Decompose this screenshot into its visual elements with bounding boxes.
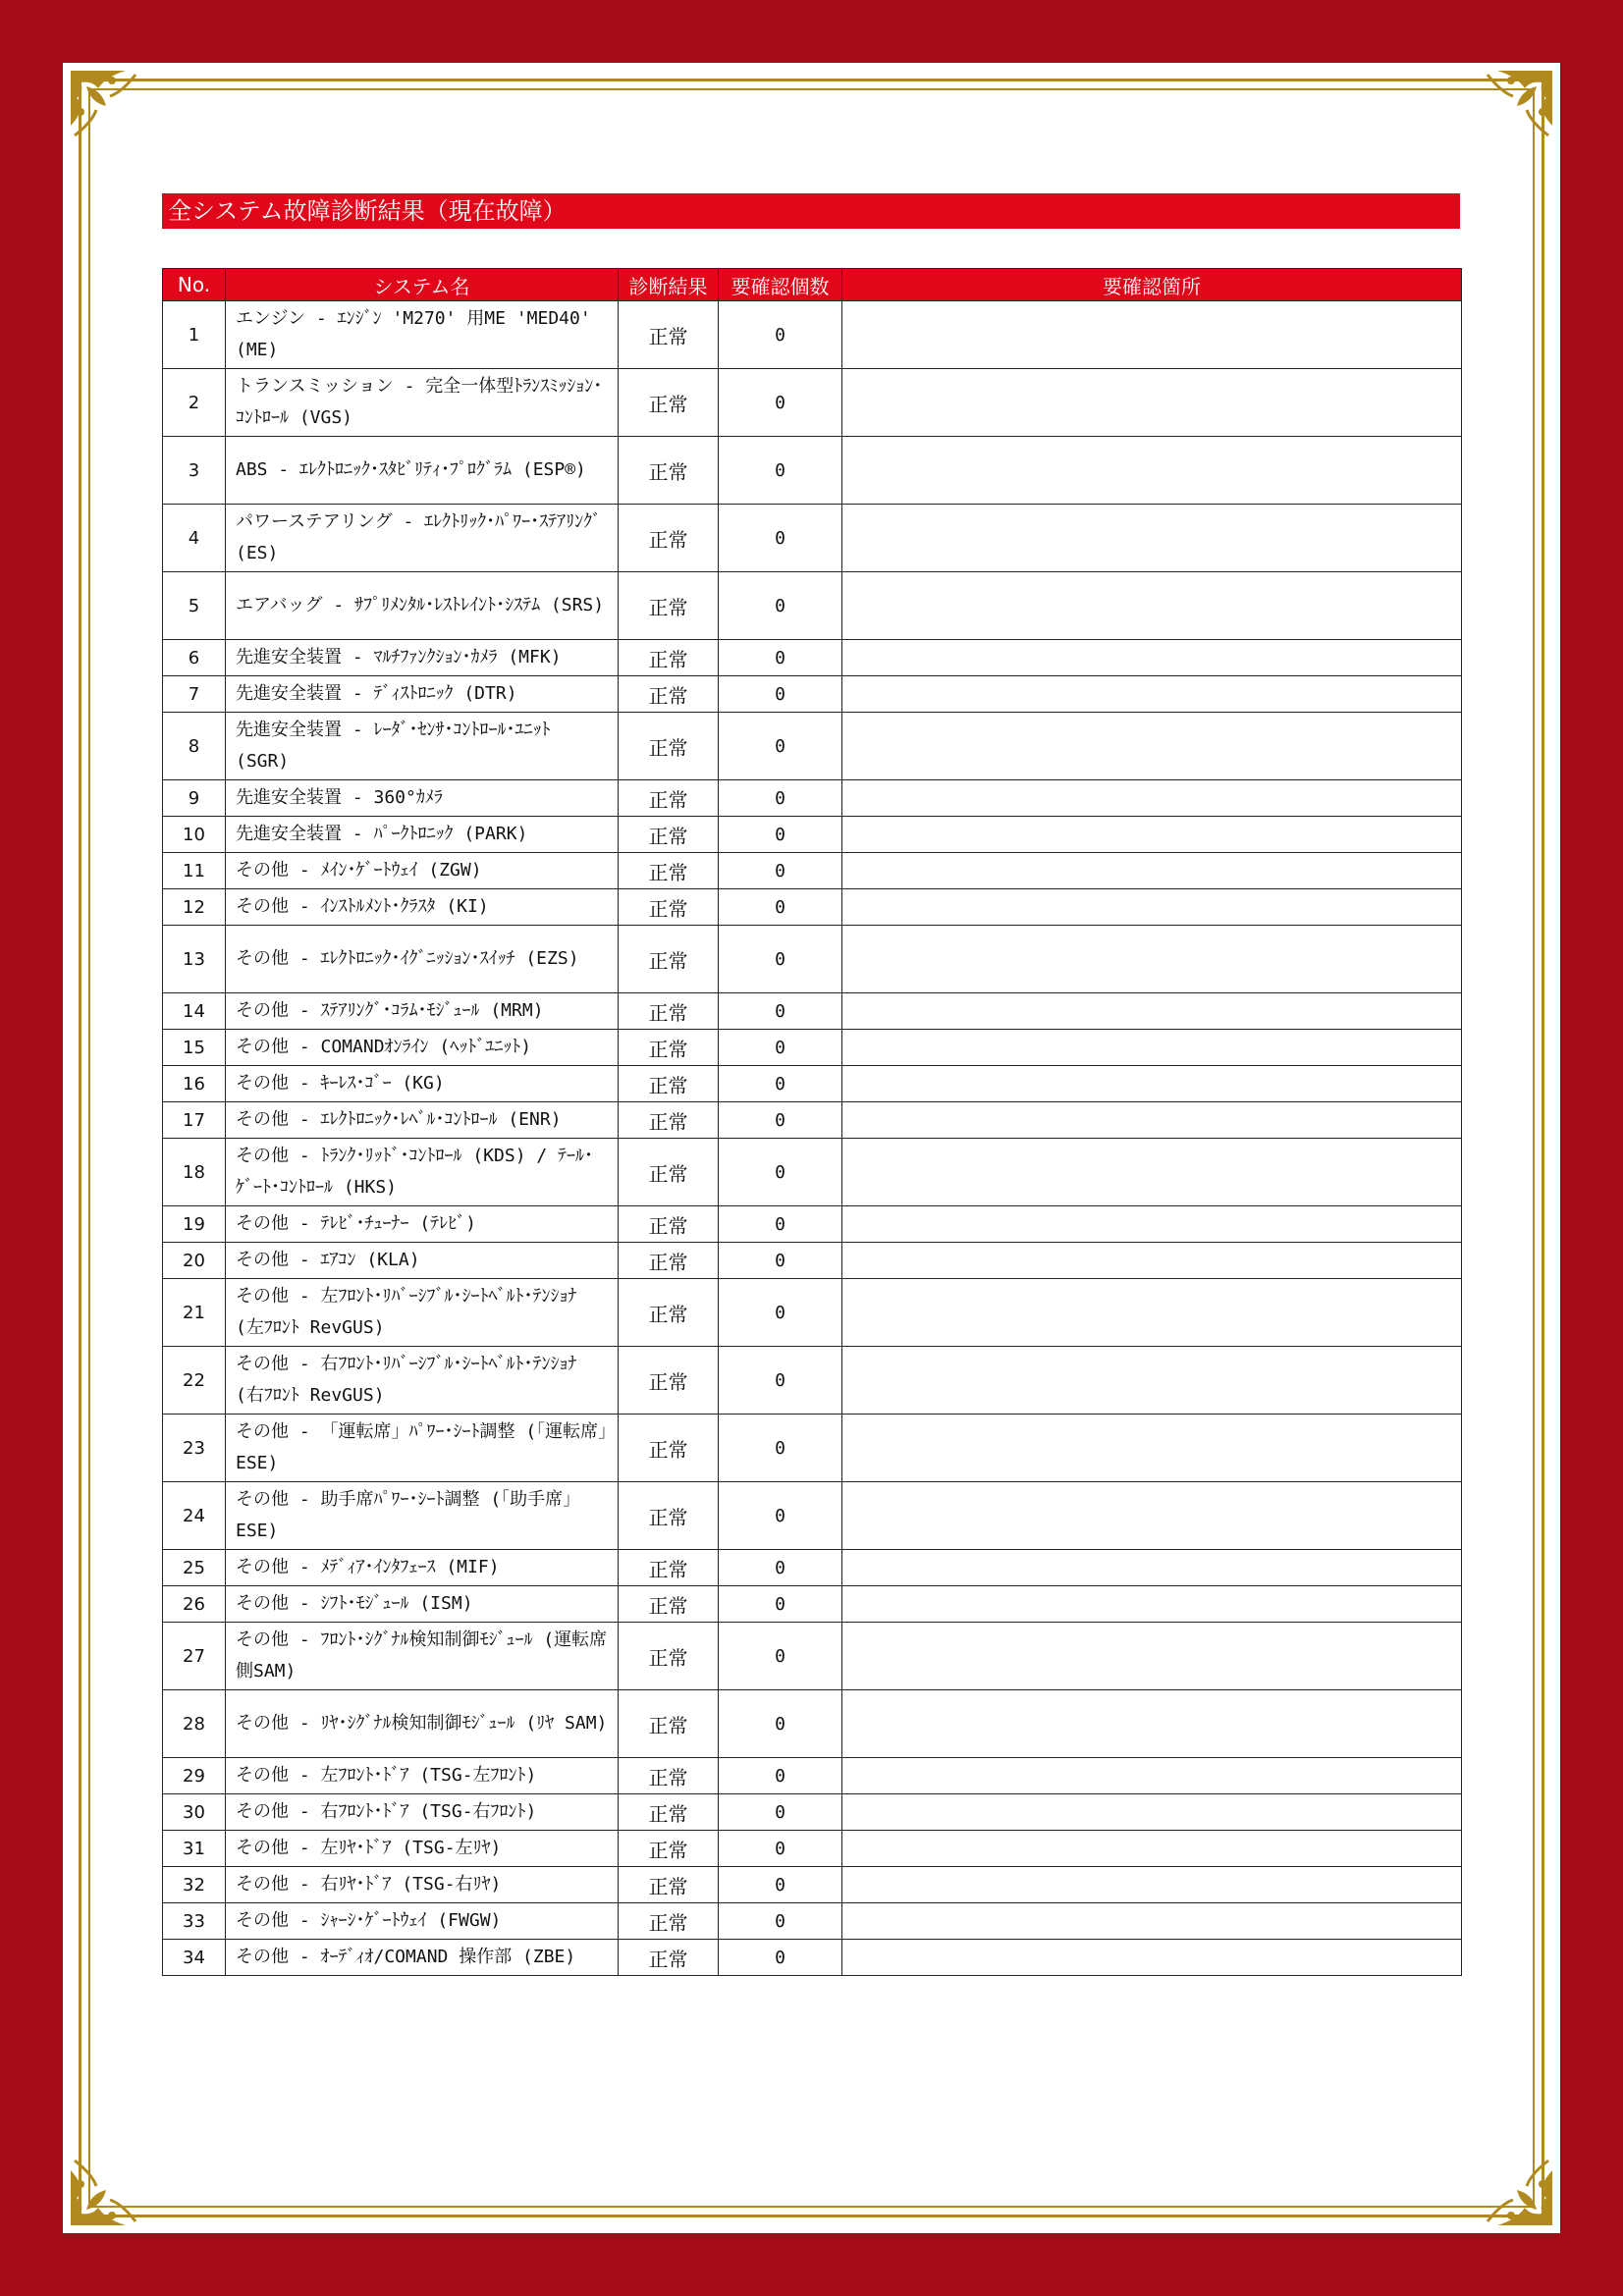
table-row [163, 301, 1462, 369]
ornament-corner-icon [1470, 67, 1556, 153]
header-check-count: 要確認個数 [719, 269, 842, 301]
row-result: 正常 [619, 369, 719, 437]
row-no: 31 [163, 1831, 226, 1867]
row-check-location [842, 676, 1462, 713]
row-check-count: 0 [719, 640, 842, 676]
row-no: 12 [163, 889, 226, 926]
row-system-name: ABS - ｴﾚｸﾄﾛﾆｯｸ･ｽﾀﾋﾞﾘﾃｨ･ﾌﾟﾛｸﾞﾗﾑ (ESP®) [226, 437, 619, 505]
row-result: 正常 [619, 889, 719, 926]
row-no: 17 [163, 1102, 226, 1139]
table-row [163, 889, 1462, 926]
row-system-name: 先進安全装置 - ﾏﾙﾁﾌｧﾝｸｼｮﾝ･ｶﾒﾗ (MFK) [226, 640, 619, 676]
row-result: 正常 [619, 1794, 719, 1831]
row-no: 14 [163, 993, 226, 1030]
row-result: 正常 [619, 713, 719, 780]
row-result: 正常 [619, 1867, 719, 1903]
row-no: 22 [163, 1347, 226, 1415]
row-no: 7 [163, 676, 226, 713]
row-check-count: 0 [719, 437, 842, 505]
header-check-location: 要確認箇所 [842, 269, 1462, 301]
row-check-count: 0 [719, 572, 842, 640]
table-row [163, 1903, 1462, 1940]
table-row [163, 1586, 1462, 1623]
row-no: 23 [163, 1415, 226, 1482]
row-check-count: 0 [719, 780, 842, 817]
row-system-name: その他 - ｴﾚｸﾄﾛﾆｯｸ･ﾚﾍﾞﾙ･ｺﾝﾄﾛｰﾙ (ENR) [226, 1102, 619, 1139]
table-row [163, 1206, 1462, 1243]
header-system-name: システム名 [226, 269, 619, 301]
row-result: 正常 [619, 301, 719, 369]
row-check-location [842, 1550, 1462, 1586]
row-result: 正常 [619, 505, 719, 572]
row-check-location [842, 817, 1462, 853]
row-result: 正常 [619, 1139, 719, 1206]
row-check-location [842, 1243, 1462, 1279]
row-system-name: その他 - 右ﾌﾛﾝﾄ･ﾘﾊﾞｰｼﾌﾞﾙ･ｼｰﾄﾍﾞﾙﾄ･ﾃﾝｼｮﾅ (右ﾌﾛﾝﾄ RevGUS) [226, 1347, 619, 1415]
table-row [163, 817, 1462, 853]
row-result: 正常 [619, 1102, 719, 1139]
row-check-count: 0 [719, 889, 842, 926]
row-check-count: 0 [719, 1831, 842, 1867]
row-no: 11 [163, 853, 226, 889]
row-check-location [842, 1415, 1462, 1482]
row-check-location [842, 301, 1462, 369]
row-check-count: 0 [719, 713, 842, 780]
row-result: 正常 [619, 1623, 719, 1690]
row-system-name: その他 - ｴｱｺﾝ (KLA) [226, 1243, 619, 1279]
row-check-count: 0 [719, 1139, 842, 1206]
row-result: 正常 [619, 1758, 719, 1794]
row-check-location [842, 1347, 1462, 1415]
row-check-count: 0 [719, 1415, 842, 1482]
row-system-name: 先進安全装置 - ﾊﾟｰｸﾄﾛﾆｯｸ (PARK) [226, 817, 619, 853]
row-check-location [842, 1758, 1462, 1794]
row-check-count: 0 [719, 1066, 842, 1102]
row-no: 1 [163, 301, 226, 369]
row-result: 正常 [619, 1279, 719, 1347]
row-result: 正常 [619, 926, 719, 993]
row-system-name: エアバッグ - ｻﾌﾟﾘﾒﾝﾀﾙ･ﾚｽﾄﾚｲﾝﾄ･ｼｽﾃﾑ (SRS) [226, 572, 619, 640]
row-result: 正常 [619, 1415, 719, 1482]
row-no: 10 [163, 817, 226, 853]
row-system-name: その他 - ｴﾚｸﾄﾛﾆｯｸ･ｲｸﾞﾆｯｼｮﾝ･ｽｲｯﾁ (EZS) [226, 926, 619, 993]
table-row [163, 505, 1462, 572]
row-result: 正常 [619, 1903, 719, 1940]
row-check-location [842, 780, 1462, 817]
table-row [163, 1482, 1462, 1550]
row-result: 正常 [619, 1482, 719, 1550]
row-check-count: 0 [719, 505, 842, 572]
row-system-name: 先進安全装置 - 360°ｶﾒﾗ [226, 780, 619, 817]
row-no: 4 [163, 505, 226, 572]
row-system-name: その他 - 「運転席」ﾊﾟﾜｰ･ｼｰﾄ調整 (「運転席」ESE) [226, 1415, 619, 1482]
row-check-count: 0 [719, 1243, 842, 1279]
row-check-location [842, 369, 1462, 437]
row-no: 13 [163, 926, 226, 993]
row-no: 18 [163, 1139, 226, 1206]
table-row [163, 780, 1462, 817]
row-result: 正常 [619, 993, 719, 1030]
table-row [163, 1279, 1462, 1347]
row-check-location [842, 572, 1462, 640]
table-row [163, 1243, 1462, 1279]
row-check-count: 0 [719, 1586, 842, 1623]
row-check-count: 0 [719, 369, 842, 437]
row-check-count: 0 [719, 1550, 842, 1586]
row-check-location [842, 1794, 1462, 1831]
row-no: 34 [163, 1940, 226, 1976]
table-row [163, 1030, 1462, 1066]
ornament-corner-icon [1470, 2143, 1556, 2229]
row-system-name: 先進安全装置 - ﾃﾞｨｽﾄﾛﾆｯｸ (DTR) [226, 676, 619, 713]
row-no: 21 [163, 1279, 226, 1347]
row-check-location [842, 1206, 1462, 1243]
row-system-name: その他 - 助手席ﾊﾟﾜｰ･ｼｰﾄ調整 (「助手席」ESE) [226, 1482, 619, 1550]
row-check-location [842, 1586, 1462, 1623]
table-row [163, 1347, 1462, 1415]
row-check-count: 0 [719, 301, 842, 369]
ornament-corner-icon [67, 2143, 153, 2229]
table-row [163, 853, 1462, 889]
row-no: 2 [163, 369, 226, 437]
row-result: 正常 [619, 1831, 719, 1867]
row-result: 正常 [619, 1940, 719, 1976]
row-check-count: 0 [719, 1690, 842, 1758]
row-no: 6 [163, 640, 226, 676]
row-check-count: 0 [719, 1482, 842, 1550]
row-system-name: その他 - ｼｬｰｼ･ｹﾞｰﾄｳｪｲ (FWGW) [226, 1903, 619, 1940]
row-system-name: その他 - ﾘﾔ･ｼｸﾞﾅﾙ検知制御ﾓｼﾞｭｰﾙ (ﾘﾔ SAM) [226, 1690, 619, 1758]
table-row [163, 926, 1462, 993]
row-check-count: 0 [719, 1794, 842, 1831]
row-system-name: その他 - ｲﾝｽﾄﾙﾒﾝﾄ･ｸﾗｽﾀ (KI) [226, 889, 619, 926]
row-check-count: 0 [719, 1206, 842, 1243]
row-system-name: その他 - 右ﾌﾛﾝﾄ･ﾄﾞｱ (TSG-右ﾌﾛﾝﾄ) [226, 1794, 619, 1831]
row-check-location [842, 1867, 1462, 1903]
row-check-location [842, 853, 1462, 889]
row-no: 26 [163, 1586, 226, 1623]
row-no: 33 [163, 1903, 226, 1940]
table-row [163, 713, 1462, 780]
row-system-name: その他 - ﾄﾗﾝｸ･ﾘｯﾄﾞ･ｺﾝﾄﾛｰﾙ (KDS) / ﾃｰﾙ･ｹﾞｰﾄ･ｺﾝﾄﾛｰﾙ (HKS) [226, 1139, 619, 1206]
row-no: 32 [163, 1867, 226, 1903]
table-row [163, 1831, 1462, 1867]
row-check-location [842, 1831, 1462, 1867]
row-system-name: 先進安全装置 - ﾚｰﾀﾞ･ｾﾝｻ･ｺﾝﾄﾛｰﾙ･ﾕﾆｯﾄ (SGR) [226, 713, 619, 780]
table-row [163, 1139, 1462, 1206]
row-check-count: 0 [719, 1102, 842, 1139]
row-check-location [842, 1066, 1462, 1102]
row-system-name: その他 - ｼﾌﾄ･ﾓｼﾞｭｰﾙ (ISM) [226, 1586, 619, 1623]
table-header-row [163, 269, 1462, 301]
table-row [163, 572, 1462, 640]
row-result: 正常 [619, 1690, 719, 1758]
row-result: 正常 [619, 572, 719, 640]
row-check-location [842, 993, 1462, 1030]
row-check-location [842, 1690, 1462, 1758]
row-result: 正常 [619, 676, 719, 713]
row-result: 正常 [619, 1030, 719, 1066]
row-no: 25 [163, 1550, 226, 1586]
row-system-name: その他 - 右ﾘﾔ･ﾄﾞｱ (TSG-右ﾘﾔ) [226, 1867, 619, 1903]
table-row [163, 1415, 1462, 1482]
row-result: 正常 [619, 853, 719, 889]
row-system-name: その他 - 左ﾌﾛﾝﾄ･ﾘﾊﾞｰｼﾌﾞﾙ･ｼｰﾄﾍﾞﾙﾄ･ﾃﾝｼｮﾅ (左ﾌﾛﾝﾄ RevGUS) [226, 1279, 619, 1347]
table-row [163, 1690, 1462, 1758]
row-system-name: トランスミッション - 完全一体型ﾄﾗﾝｽﾐｯｼｮﾝ･ｺﾝﾄﾛｰﾙ (VGS) [226, 369, 619, 437]
row-system-name: その他 - ﾃﾚﾋﾞ･ﾁｭｰﾅｰ (ﾃﾚﾋﾞ) [226, 1206, 619, 1243]
row-check-location [842, 1623, 1462, 1690]
row-check-count: 0 [719, 1279, 842, 1347]
row-check-count: 0 [719, 1623, 842, 1690]
row-check-location [842, 1903, 1462, 1940]
row-check-location [842, 437, 1462, 505]
row-result: 正常 [619, 817, 719, 853]
row-no: 27 [163, 1623, 226, 1690]
row-check-location [842, 889, 1462, 926]
row-check-count: 0 [719, 817, 842, 853]
row-result: 正常 [619, 640, 719, 676]
row-check-count: 0 [719, 1940, 842, 1976]
row-check-count: 0 [719, 1347, 842, 1415]
row-check-location [842, 1940, 1462, 1976]
row-result: 正常 [619, 1206, 719, 1243]
table-row [163, 640, 1462, 676]
row-check-count: 0 [719, 993, 842, 1030]
row-no: 29 [163, 1758, 226, 1794]
row-check-count: 0 [719, 676, 842, 713]
table-row [163, 1623, 1462, 1690]
row-check-count: 0 [719, 1030, 842, 1066]
row-result: 正常 [619, 1243, 719, 1279]
row-system-name: パワーステアリング - ｴﾚｸﾄﾘｯｸ･ﾊﾟﾜｰ･ｽﾃｱﾘﾝｸﾞ (ES) [226, 505, 619, 572]
row-system-name: その他 - ﾒｲﾝ･ｹﾞｰﾄｳｪｲ (ZGW) [226, 853, 619, 889]
table-row [163, 1102, 1462, 1139]
row-result: 正常 [619, 1550, 719, 1586]
table-row [163, 1066, 1462, 1102]
row-check-count: 0 [719, 853, 842, 889]
row-result: 正常 [619, 1066, 719, 1102]
row-check-location [842, 505, 1462, 572]
table-row [163, 993, 1462, 1030]
table-row [163, 1940, 1462, 1976]
row-no: 9 [163, 780, 226, 817]
row-no: 28 [163, 1690, 226, 1758]
row-no: 5 [163, 572, 226, 640]
row-check-location [842, 713, 1462, 780]
row-check-location [842, 640, 1462, 676]
table-row [163, 369, 1462, 437]
row-result: 正常 [619, 780, 719, 817]
row-system-name: その他 - 左ﾌﾛﾝﾄ･ﾄﾞｱ (TSG-左ﾌﾛﾝﾄ) [226, 1758, 619, 1794]
row-no: 16 [163, 1066, 226, 1102]
row-no: 15 [163, 1030, 226, 1066]
diagnosis-table [162, 268, 1462, 1976]
row-system-name: その他 - COMANDｵﾝﾗｲﾝ (ﾍｯﾄﾞﾕﾆｯﾄ) [226, 1030, 619, 1066]
row-check-location [842, 1102, 1462, 1139]
row-check-location [842, 1482, 1462, 1550]
row-no: 8 [163, 713, 226, 780]
header-no: No. [163, 269, 226, 301]
row-system-name: その他 - ｽﾃｱﾘﾝｸﾞ･ｺﾗﾑ･ﾓｼﾞｭｰﾙ (MRM) [226, 993, 619, 1030]
row-check-location [842, 1279, 1462, 1347]
table-row [163, 1794, 1462, 1831]
row-check-count: 0 [719, 1758, 842, 1794]
row-check-count: 0 [719, 926, 842, 993]
row-check-count: 0 [719, 1867, 842, 1903]
row-no: 3 [163, 437, 226, 505]
row-result: 正常 [619, 437, 719, 505]
row-no: 24 [163, 1482, 226, 1550]
row-check-location [842, 1139, 1462, 1206]
row-system-name: その他 - ﾒﾃﾞｨｱ･ｲﾝﾀﾌｪｰｽ (MIF) [226, 1550, 619, 1586]
section-title: 全システム故障診断結果（現在故障） [162, 193, 1460, 229]
row-system-name: その他 - ｷｰﾚｽ･ｺﾞｰ (KG) [226, 1066, 619, 1102]
row-no: 19 [163, 1206, 226, 1243]
row-result: 正常 [619, 1347, 719, 1415]
row-check-location [842, 1030, 1462, 1066]
table-row [163, 1550, 1462, 1586]
table-row [163, 1867, 1462, 1903]
table-row [163, 1758, 1462, 1794]
row-no: 20 [163, 1243, 226, 1279]
row-check-location [842, 926, 1462, 993]
row-system-name: その他 - 左ﾘﾔ･ﾄﾞｱ (TSG-左ﾘﾔ) [226, 1831, 619, 1867]
row-result: 正常 [619, 1586, 719, 1623]
table-body [163, 301, 1462, 1976]
header-result: 診断結果 [619, 269, 719, 301]
table-row [163, 676, 1462, 713]
row-check-count: 0 [719, 1903, 842, 1940]
row-system-name: その他 - ｵｰﾃﾞｨｵ/COMAND 操作部 (ZBE) [226, 1940, 619, 1976]
table-row [163, 437, 1462, 505]
row-no: 30 [163, 1794, 226, 1831]
row-system-name: エンジン - ｴﾝｼﾞﾝ 'M270' 用ME 'MED40' (ME) [226, 301, 619, 369]
row-system-name: その他 - ﾌﾛﾝﾄ･ｼｸﾞﾅﾙ検知制御ﾓｼﾞｭｰﾙ (運転席側SAM) [226, 1623, 619, 1690]
ornament-corner-icon [67, 67, 153, 153]
